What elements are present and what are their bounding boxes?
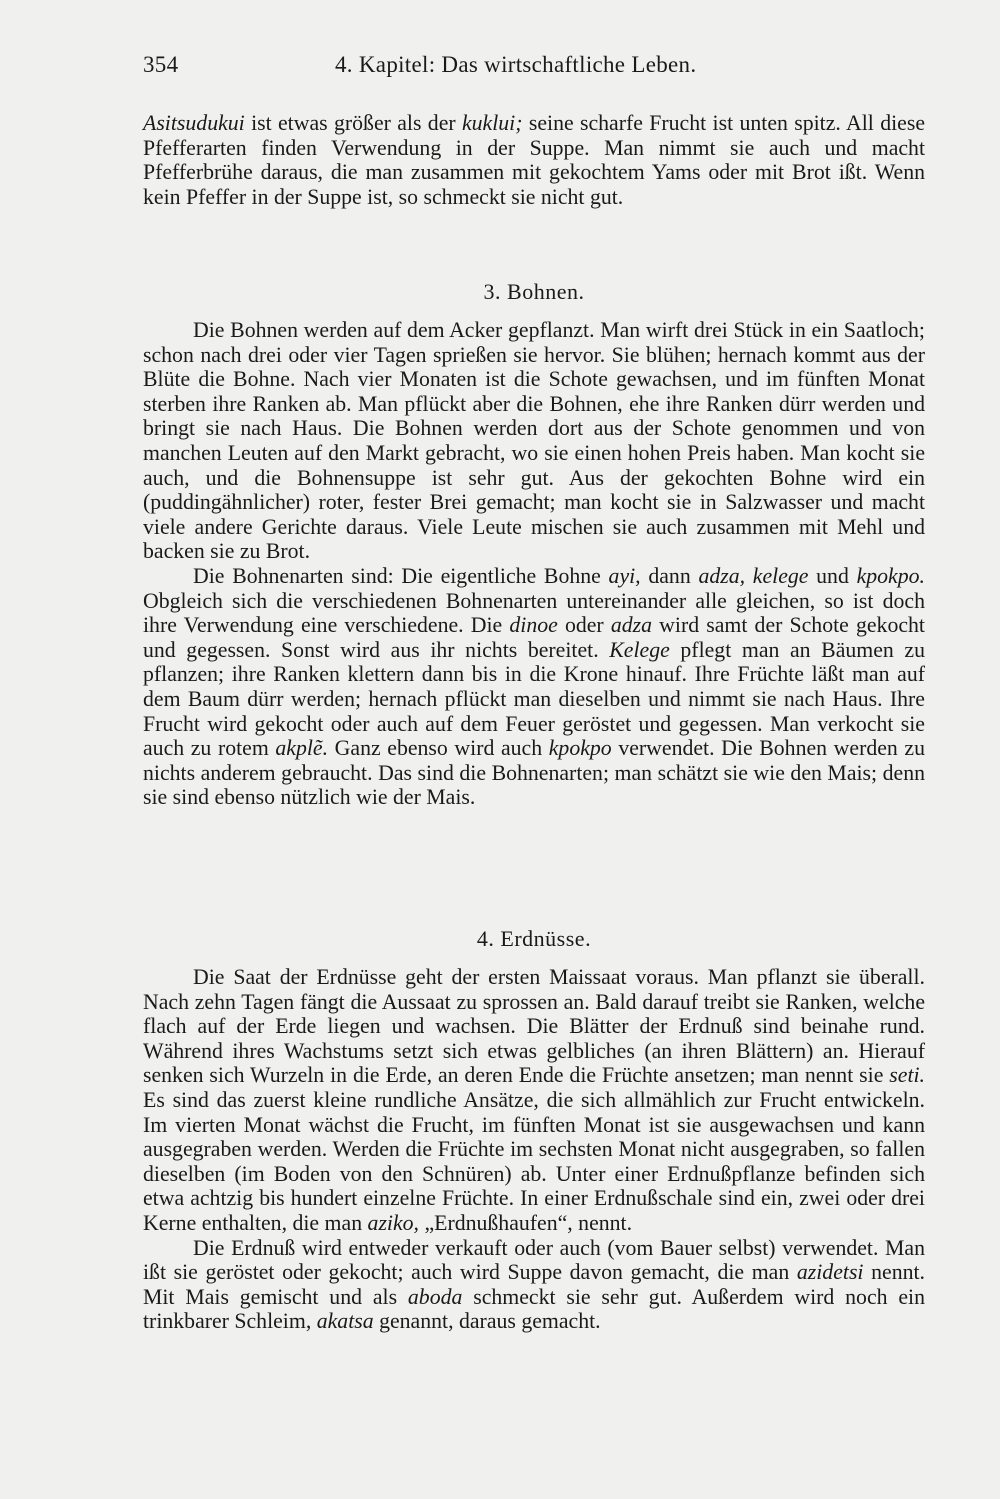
italic-term: kpokpo.	[856, 563, 925, 588]
paragraph-text: Die Bohnenarten sind: Die eigentliche Bohne	[193, 563, 609, 588]
italic-term: azidetsi	[796, 1260, 864, 1285]
page-number: 354	[143, 52, 179, 77]
paragraph-text: Es sind das zuerst kleine rundliche Ansätze, die sich allmählich zur Frucht entwickeln. Im vierten Monat wächst die Frucht, im fünften Monat ist sie ausgewachsen und kann ausgegraben werden. Werden die Früchte im sechsten Monat nicht ausgegraben, so fallen dieselben (im Boden von den Schnüren) ab. Unter einer Erdnußpflanze befinden sich etwa achtzig bis hundert einzelne Früchte. In einer Erdnußschale sind ein, zwei oder drei Kerne enthalten, die man	[143, 1087, 925, 1235]
italic-term: aziko,	[367, 1210, 420, 1235]
paragraph-text: genannt, daraus gemacht.	[373, 1309, 601, 1334]
italic-term: ayi,	[608, 563, 641, 588]
paragraph-text: verwendet. Die Bohnen werden zu nichts anderem gebraucht. Das sind die Bohnenarten; man schätzt sie wie den Mais; denn sie sind ebenso nützlich wie der Mais.	[143, 736, 925, 810]
italic-term: akatsa	[316, 1309, 374, 1334]
italic-term: adza	[610, 613, 652, 638]
paragraph	[143, 564, 925, 810]
paragraph	[143, 1236, 925, 1334]
italic-term: kuklui;	[461, 111, 523, 135]
running-head: 4. Kapitel: Das wirtschaftliche Leben.	[335, 52, 697, 77]
paragraph-text: dann	[640, 563, 699, 588]
paragraph-text: oder	[557, 613, 611, 638]
paragraph-text: seine scharfe Frucht ist unten spitz. All diese Pfefferarten finden Verwendung in der Suppe. Man nimmt sie auch und macht Pfefferbrühe daraus, die man zusammen mit gekochtem Yams oder mit Brot ißt. Wenn kein Pfeffer in der Suppe ist, so schmeckt sie nicht gut.	[143, 111, 926, 209]
paragraph-text: „Erdnußhaufen“, nennt.	[419, 1210, 633, 1235]
italic-term: akplẽ.	[275, 736, 329, 761]
italic-term: seti.	[889, 1063, 925, 1088]
section-title-bohnen: 3. Bohnen.	[483, 279, 585, 304]
paragraph-text: Ganz ebenso wird auch	[328, 736, 549, 761]
italic-term: dinoe	[509, 613, 558, 638]
italic-term: Kelege	[609, 637, 670, 662]
paragraph-text: wird samt der Schote gekocht und gegessen. Sonst wird aus ihr nichts bereitet.	[143, 613, 925, 662]
italic-term: kpokpo	[548, 736, 612, 761]
paragraph-text: Die Saat der Erdnüsse geht der ersten Maissaat voraus. Man pflanzt sie überall. Nach zehn Tagen fängt die Aussaat zu sprossen an. Bald darauf treibt sie Ranken, welche flach auf der Erde liegen und wachsen. Die Blätter der Erdnuß sind beinahe rund. Während ihres Wachstums setzt sich etwas gelbliches (an ihren Blättern) an. Hierauf senken sich Wurzeln in die Erde, an deren Ende die Früchte ansetzen; man nennt sie	[143, 965, 925, 1088]
paragraph-text: Die Erdnuß wird entweder verkauft oder auch (vom Bauer selbst) verwendet. Man ißt sie geröstet oder gekocht; auch wird Suppe davon gemacht, die man	[143, 1235, 925, 1285]
page-header	[143, 52, 923, 84]
intro-paragraph	[143, 111, 925, 209]
section-erdnuesse-body	[143, 965, 925, 1334]
paragraph-text: nennt. Mit Mais gemischt und als	[143, 1260, 925, 1309]
paragraph-text: und	[808, 563, 857, 588]
section-bohnen-body	[143, 318, 925, 810]
paragraph: Die Bohnen werden auf dem Acker gepflanzt. Man wirft drei Stück in ein Saatloch; schon nach drei oder vier Tagen sprießen sie hervor. Sie blühen; hernach kommt aus der Blüte die Bohne. Nach vier Monaten ist die Schote gewachsen, und im fünften Monat sterben ihre Ranken ab. Man pflückt aber die Bohnen, ehe ihre Ranken dürr werden und bringt sie nach Haus. Die Bohnen werden dort aus der Schote genommen und von manchen Leuten auf den Markt gebracht, wo sie einen hohen Preis haben. Man kocht sie auch, und die Bohnensuppe ist sehr gut. Aus der gekochten Bohne wird ein (puddingähnlicher) roter, fester Brei gemacht; man kocht sie in Salzwasser und macht viele andere Gerichte daraus. Viele Leute mischen sie auch zusammen mit Mehl und backen sie zu Brot.	[143, 318, 925, 564]
section-title-erdnuesse: 4. Erdnüsse.	[476, 926, 592, 951]
paragraph-text: Obgleich sich die verschiedenen Bohnenarten untereinander alle gleichen, so ist doch ihre Verwendung eine verschiedene. Die	[143, 588, 925, 638]
paragraph-text: pflegt man an Bäumen zu pflanzen; ihre Ranken klettern dann bis in die Krone hinauf. Ihre Früchte läßt man auf dem Baum dürr werden; hernach pflückt man dieselben und nimmt sie nach Haus. Ihre Frucht wird gekocht oder auch auf dem Feuer geröstet und gegessen. Man verkocht sie auch zu rotem	[143, 637, 926, 761]
paragraph-text: schmeckt sie sehr gut. Außerdem wird noch ein trinkbarer Schleim,	[143, 1284, 925, 1334]
italic-term: aboda	[407, 1284, 463, 1309]
paragraph	[143, 965, 925, 1236]
paragraph-text: ist etwas größer als der	[244, 111, 462, 135]
italic-term: adza, kelege	[698, 563, 809, 588]
italic-term: Asitsudukui	[143, 111, 245, 135]
